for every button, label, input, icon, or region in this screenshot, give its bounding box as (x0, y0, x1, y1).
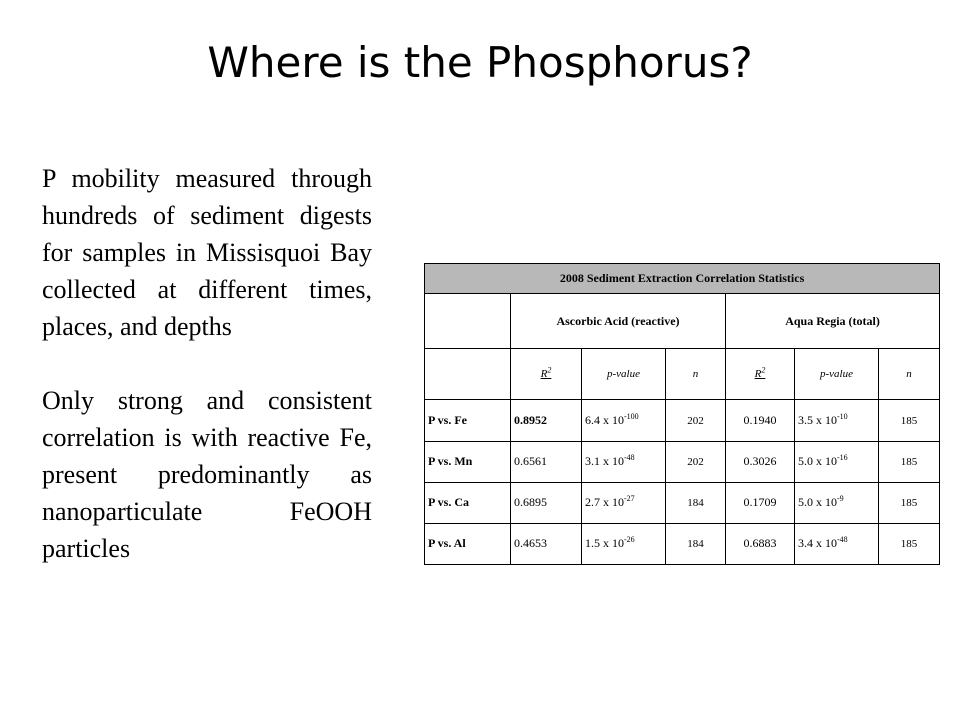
pvalue-exponent: -48 (837, 535, 848, 545)
ar-n-value: 185 (879, 523, 940, 564)
pvalue-exponent: -100 (624, 412, 639, 422)
pvalue-exponent: -10 (837, 412, 848, 422)
table-row (425, 523, 940, 564)
ar-pvalue (795, 400, 879, 441)
pvalue-exponent: -16 (837, 453, 848, 463)
slide-title: Where is the Phosphorus? (207, 38, 753, 87)
row-label: P vs. Ca (425, 482, 511, 523)
table-group-row (425, 294, 940, 349)
row-label: P vs. Mn (425, 441, 511, 482)
aa-n-value: 202 (666, 400, 726, 441)
ar-r2-value: 0.1709 (726, 482, 795, 523)
table-row (425, 441, 940, 482)
aa-pvalue (582, 400, 666, 441)
ar-r2-value: 0.3026 (726, 441, 795, 482)
aa-pvalue (582, 441, 666, 482)
table-subheader-row (425, 349, 940, 400)
aa-r2-value: 0.6561 (511, 441, 582, 482)
subheader-pvalue: p-value (795, 349, 879, 400)
subheader-n: n (666, 349, 726, 400)
subheader-pvalue: p-value (582, 349, 666, 400)
pvalue-exponent: -48 (624, 453, 635, 463)
body-paragraph: P mobility measured through hundreds of sediment digests for samples in Missisquoi Bay collected at different times, places, and depths (42, 164, 372, 341)
body-paragraph: Only strong and consistent correlation is with reactive Fe, present predominantly as nanoparticulate FeOOH particles (42, 386, 372, 563)
ar-r2-value: 0.6883 (726, 523, 795, 564)
ar-r2-value: 0.1940 (726, 400, 795, 441)
table-corner-cell (425, 294, 511, 349)
pvalue-times-ten: x 10 (600, 413, 624, 428)
pvalue-times-ten: x 10 (813, 454, 837, 469)
pvalue-mantissa: 3.1 (585, 454, 600, 469)
pvalue-mantissa: 5.0 (798, 454, 813, 469)
table-row (425, 400, 940, 441)
pvalue-times-ten: x 10 (600, 536, 624, 551)
r2-exponent: 2 (761, 365, 766, 375)
ar-n-value: 185 (879, 441, 940, 482)
table-corner-cell (425, 349, 511, 400)
aa-pvalue (582, 523, 666, 564)
pvalue-times-ten: x 10 (813, 413, 837, 428)
pvalue-mantissa: 3.4 (798, 536, 813, 551)
aa-r2-value: 0.4653 (511, 523, 582, 564)
row-label: P vs. Fe (425, 400, 511, 441)
pvalue-exponent: -9 (837, 494, 844, 504)
pvalue-times-ten: x 10 (813, 536, 837, 551)
pvalue-times-ten: x 10 (600, 454, 624, 469)
ar-n-value: 185 (879, 400, 940, 441)
pvalue-mantissa: 6.4 (585, 413, 600, 428)
group-header-aqua-regia: Aqua Regia (total) (726, 294, 940, 349)
pvalue-exponent: -27 (624, 494, 635, 504)
row-label: P vs. Al (425, 523, 511, 564)
correlation-table (424, 263, 940, 565)
ar-pvalue (795, 482, 879, 523)
ar-pvalue (795, 441, 879, 482)
aa-n-value: 184 (666, 523, 726, 564)
pvalue-mantissa: 3.5 (798, 413, 813, 428)
aa-n-value: 184 (666, 482, 726, 523)
pvalue-exponent: -26 (624, 535, 635, 545)
pvalue-mantissa: 5.0 (798, 495, 813, 510)
table-body (425, 400, 940, 565)
subheader-r2 (726, 349, 795, 400)
subheader-n: n (879, 349, 940, 400)
r2-exponent: 2 (547, 365, 552, 375)
pvalue-mantissa: 2.7 (585, 495, 600, 510)
subheader-r2 (511, 349, 582, 400)
table-title: 2008 Sediment Extraction Correlation Statistics (425, 264, 940, 294)
group-header-ascorbic: Ascorbic Acid (reactive) (511, 294, 726, 349)
table-row (425, 482, 940, 523)
pvalue-mantissa: 1.5 (585, 536, 600, 551)
pvalue-times-ten: x 10 (813, 495, 837, 510)
body-text (42, 160, 372, 567)
ar-n-value: 185 (879, 482, 940, 523)
ar-pvalue (795, 523, 879, 564)
aa-r2-value: 0.6895 (511, 482, 582, 523)
aa-pvalue (582, 482, 666, 523)
r2-base: R (540, 368, 548, 381)
table-title-row (425, 264, 940, 294)
r2-base: R (754, 368, 762, 381)
aa-r2-value: 0.8952 (511, 400, 582, 441)
aa-n-value: 202 (666, 441, 726, 482)
pvalue-times-ten: x 10 (600, 495, 624, 510)
